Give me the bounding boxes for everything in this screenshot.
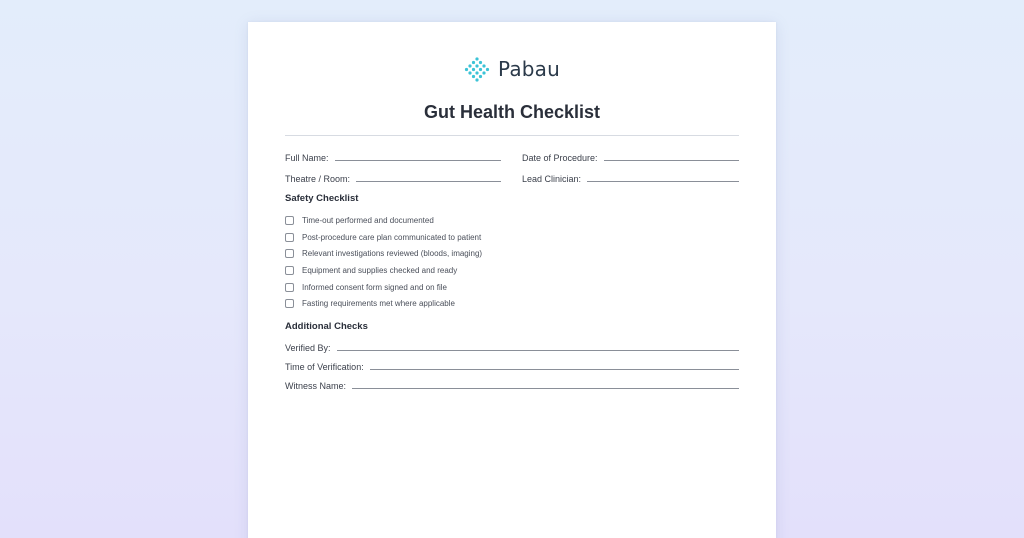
checklist-item: [285, 245, 482, 262]
time-of-verification-field: [285, 358, 739, 372]
full-name-field: [285, 149, 501, 163]
checkbox[interactable]: [285, 283, 294, 292]
date-of-procedure-label: Date of Procedure:: [522, 153, 598, 163]
brand-name: Pabau: [497, 57, 561, 81]
checklist-item: [285, 229, 482, 246]
theatre-room-field: [285, 170, 501, 184]
checklist-item-label: Relevant investigations reviewed (bloods, imaging): [302, 249, 483, 259]
time-of-verification-label: Time of Verification:: [285, 362, 364, 372]
theatre-room-label: Theatre / Room:: [285, 174, 351, 184]
brand-logo: [248, 56, 776, 82]
additional-checks-heading: Additional Checks: [285, 321, 368, 332]
full-name-line: [335, 160, 501, 161]
checklist-item: [285, 212, 482, 229]
title-divider: [285, 135, 739, 136]
checkbox[interactable]: [285, 299, 294, 308]
theatre-room-line: [356, 181, 501, 182]
witness-name-field: [285, 377, 739, 391]
checkbox[interactable]: [285, 216, 294, 225]
checklist-document: [248, 22, 776, 538]
verified-by-label: Verified By:: [285, 343, 331, 353]
checklist-item-label: Time-out performed and documented: [302, 215, 434, 225]
checklist-item-label: Post-procedure care plan communicated to patient: [302, 232, 482, 242]
verified-by-field: [285, 339, 739, 353]
full-name-label: Full Name:: [285, 153, 329, 163]
lead-clinician-field: [522, 170, 739, 184]
checkbox[interactable]: [285, 233, 294, 242]
safety-checklist-heading: Safety Checklist: [285, 193, 359, 204]
date-of-procedure-line: [604, 160, 739, 161]
checklist-item: [285, 295, 482, 312]
diamond-dots-icon: [464, 56, 490, 82]
checkbox[interactable]: [285, 266, 294, 275]
witness-name-line: [352, 388, 739, 389]
witness-name-label: Witness Name:: [285, 381, 347, 391]
date-of-procedure-field: [522, 149, 739, 163]
time-of-verification-line: [370, 369, 739, 370]
checklist-item: [285, 262, 482, 279]
safety-checklist: [285, 212, 482, 312]
verified-by-line: [337, 350, 739, 351]
document-title: Gut Health Checklist: [423, 102, 601, 122]
checkbox[interactable]: [285, 249, 294, 258]
lead-clinician-line: [587, 181, 739, 182]
checklist-item-label: Informed consent form signed and on file: [302, 282, 447, 292]
checklist-item-label: Fasting requirements met where applicable: [302, 299, 455, 309]
checklist-item-label: Equipment and supplies checked and ready: [302, 265, 458, 275]
checklist-item: [285, 279, 482, 296]
lead-clinician-label: Lead Clinician:: [522, 174, 582, 184]
